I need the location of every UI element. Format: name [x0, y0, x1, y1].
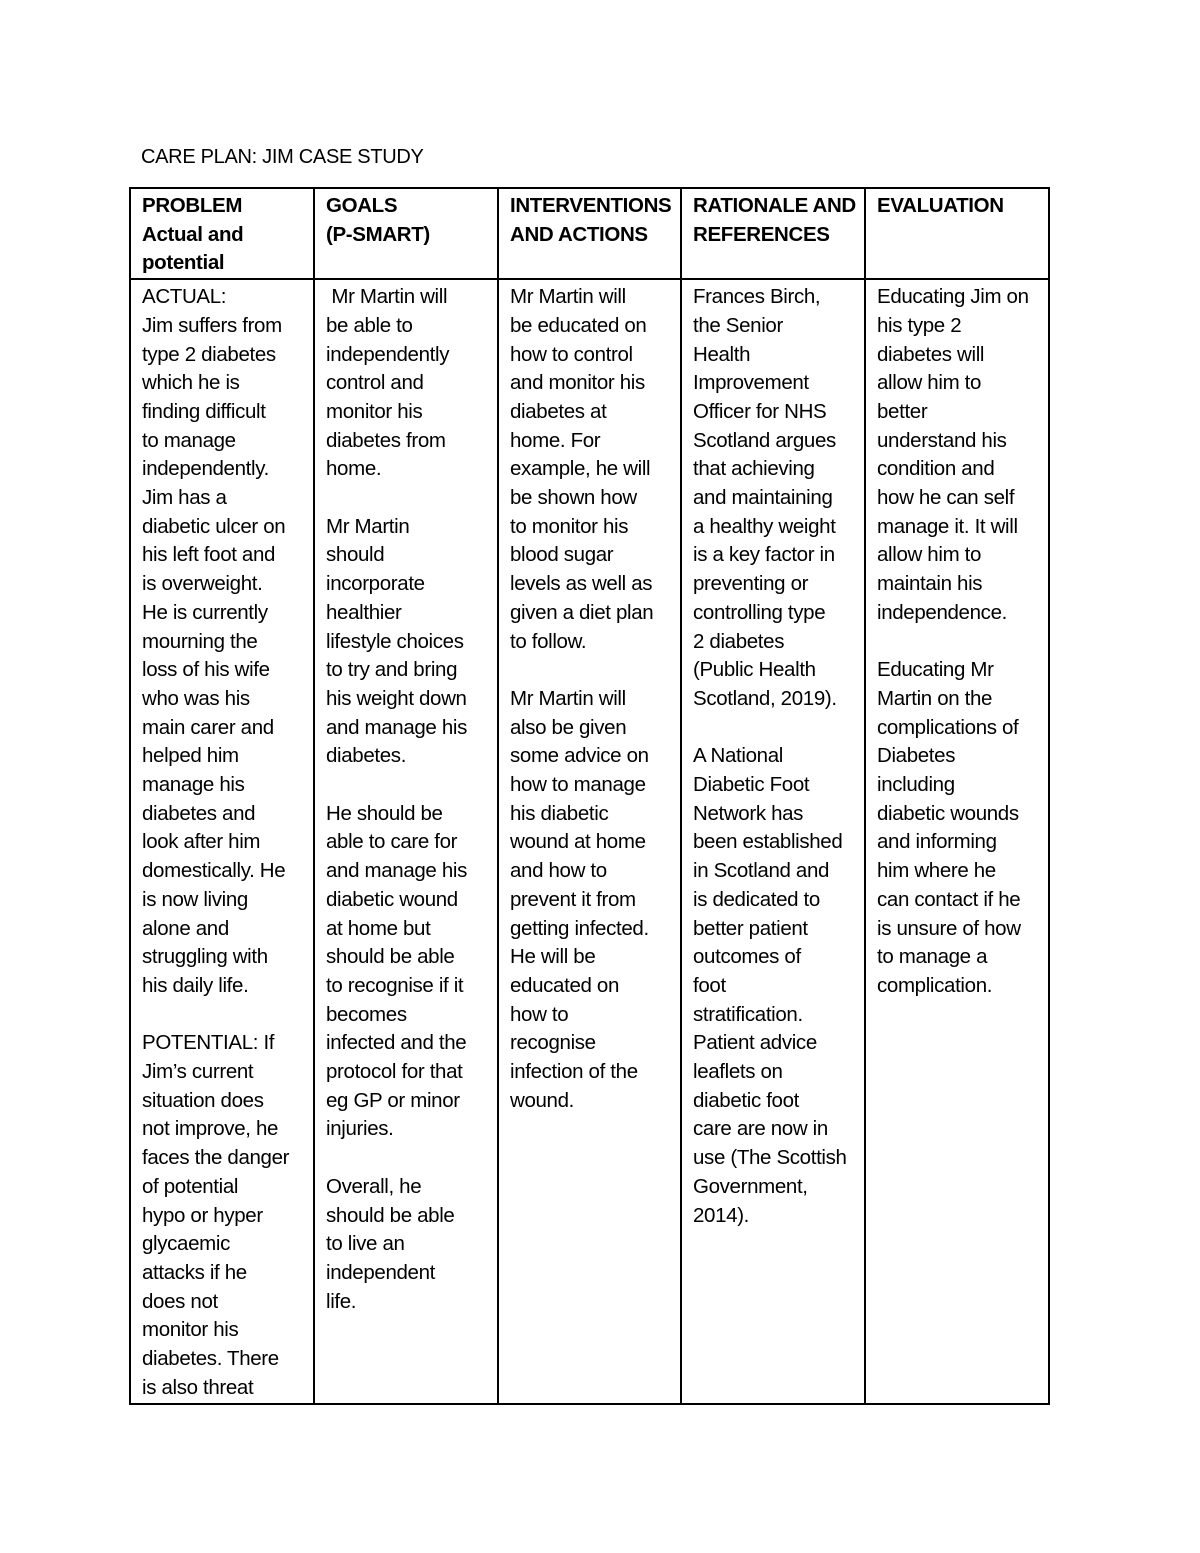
- cell-text-line: his daily life.: [142, 973, 249, 997]
- cell-text-line: some advice on: [510, 744, 649, 768]
- cell-text-line: 2 diabetes: [693, 629, 785, 653]
- cell-text-line: Mr Martin will: [510, 285, 626, 309]
- paragraph-gap: [326, 771, 491, 800]
- cell-text-line: wound at home: [510, 830, 646, 854]
- cell-text-line: He is currently: [142, 600, 268, 624]
- paragraph-gap: [693, 714, 858, 743]
- cell-text-line: to recognise if it: [326, 973, 464, 997]
- header-row: [130, 188, 1049, 279]
- cell-text-line: and manage his: [326, 859, 467, 883]
- cell-text-line: glycaemic: [142, 1232, 230, 1256]
- cell-text-line: hypo or hyper: [142, 1203, 263, 1227]
- cell-text-line: allow him to: [877, 371, 982, 395]
- cell-text-line: is now living: [142, 887, 248, 911]
- cell-text-line: not improve, he: [142, 1117, 279, 1141]
- header-line: INTERVENTIONS: [510, 194, 672, 217]
- content-row: [130, 279, 1049, 1403]
- cell-text-line: given a diet plan: [510, 600, 654, 624]
- cell-text-line: Mr Martin will: [326, 285, 448, 309]
- cell-text-line: domestically. He: [142, 859, 286, 883]
- cell-text-line: allow him to: [877, 543, 982, 567]
- cell-text-line: blood sugar: [510, 543, 614, 567]
- cell-text-line: Mr Martin will: [510, 686, 626, 710]
- cell-text-line: that achieving: [693, 457, 815, 481]
- cell-text-line: him where he: [877, 859, 996, 883]
- cell-text-line: independently.: [142, 457, 269, 481]
- cell-text-line: to follow.: [510, 629, 587, 653]
- header-line: AND ACTIONS: [510, 222, 648, 246]
- cell-text-line: stratification.: [693, 1002, 803, 1026]
- cell-text-line: complication.: [877, 973, 993, 997]
- cell-text-line: monitor his: [326, 399, 423, 423]
- cell-text-line: POTENTIAL: If: [142, 1031, 275, 1055]
- cell-text-line: attacks if he: [142, 1261, 247, 1284]
- cell-text-line: to manage a: [877, 945, 988, 969]
- cell-text-line: wound.: [510, 1088, 575, 1112]
- cell-text-line: Educating Mr: [877, 658, 994, 682]
- cell-text-line: condition and: [877, 457, 995, 481]
- cell-text-line: alone and: [142, 916, 229, 940]
- cell-text-line: how he can self: [877, 486, 1015, 510]
- cell-text-line: understand his: [877, 428, 1007, 452]
- cell-paragraph: [326, 513, 491, 771]
- cell-text-line: manage it. It will: [877, 514, 1018, 538]
- cell-text-line: is overweight.: [142, 572, 263, 596]
- cell-text-line: type 2 diabetes: [142, 342, 276, 366]
- cell-text-line: to try and bring: [326, 658, 458, 682]
- cell-text-line: his diabetic: [510, 801, 609, 825]
- cell-text-line: 2014).: [693, 1203, 750, 1227]
- cell-text-line: and manage his: [326, 715, 467, 739]
- cell-text-line: He should be: [326, 801, 443, 825]
- cell-text-line: protocol for that: [326, 1060, 463, 1084]
- cell-text-line: foot: [693, 973, 726, 997]
- paragraph-gap: [326, 484, 491, 513]
- cell-text-line: ACTUAL:: [142, 285, 227, 309]
- cell-text-line: prevent it from: [510, 887, 636, 911]
- cell-text-line: manage his: [142, 773, 245, 797]
- header-line: REFERENCES: [693, 222, 830, 246]
- interventions-cell: [498, 279, 681, 1403]
- cell-text-line: helped him: [142, 744, 239, 768]
- cell-text-line: does not: [142, 1289, 218, 1313]
- cell-text-line: his type 2: [877, 313, 962, 337]
- cell-text-line: independence.: [877, 600, 1007, 624]
- cell-text-line: is a key factor in: [693, 543, 835, 567]
- document-title: CARE PLAN: JIM CASE STUDY: [141, 146, 424, 168]
- cell-text-line: been established: [693, 830, 843, 854]
- cell-text-line: home.: [326, 457, 382, 481]
- header-problem: [130, 188, 314, 279]
- header-evaluation: [865, 188, 1049, 279]
- care-plan-table: [129, 187, 1050, 1405]
- rationale-cell: [681, 279, 865, 1403]
- cell-text-line: his left foot and: [142, 543, 276, 567]
- cell-text-line: and how to: [510, 859, 607, 883]
- cell-text-line: who was his: [142, 686, 250, 710]
- cell-text-line: to manage: [142, 428, 236, 452]
- cell-text-line: able to care for: [326, 830, 458, 854]
- cell-text-line: his weight down: [326, 686, 467, 710]
- cell-text-line: faces the danger: [142, 1146, 290, 1170]
- cell-paragraph: [326, 800, 491, 1144]
- cell-text-line: home. For: [510, 428, 601, 452]
- header-line: GOALS: [326, 194, 398, 217]
- cell-text-line: diabetic wound: [326, 887, 458, 911]
- cell-text-line: leaflets on: [693, 1060, 783, 1084]
- cell-text-line: diabetes from: [326, 428, 446, 452]
- cell-text-line: better: [877, 399, 928, 423]
- header-line: potential: [142, 251, 225, 275]
- cell-text-line: mourning the: [142, 629, 258, 653]
- cell-text-line: Educating Jim on: [877, 285, 1029, 309]
- cell-text-line: life.: [326, 1289, 357, 1313]
- cell-text-line: incorporate: [326, 572, 425, 596]
- cell-text-line: use (The Scottish: [693, 1146, 847, 1170]
- header-goals: [314, 188, 498, 279]
- cell-text-line: Officer for NHS: [693, 399, 827, 423]
- cell-text-line: main carer and: [142, 715, 274, 739]
- cell-text-line: independently: [326, 342, 450, 366]
- cell-paragraph: [510, 283, 674, 656]
- cell-text-line: is unsure of how: [877, 916, 1021, 940]
- cell-text-line: be able to: [326, 313, 413, 337]
- paragraph-gap: [326, 1144, 491, 1173]
- cell-paragraph: [142, 1029, 307, 1402]
- cell-text-line: should be able: [326, 945, 455, 969]
- cell-text-line: Scotland, 2019).: [693, 686, 837, 710]
- cell-text-line: and monitor his: [510, 371, 645, 395]
- cell-text-line: look after him: [142, 830, 261, 854]
- cell-text-line: levels as well as: [510, 572, 653, 596]
- cell-text-line: be shown how: [510, 486, 637, 510]
- cell-text-line: diabetes at: [510, 399, 607, 423]
- cell-text-line: Improvement: [693, 371, 809, 395]
- cell-text-line: A National: [693, 744, 783, 768]
- header-line: Actual and: [142, 222, 244, 246]
- cell-text-line: situation does: [142, 1088, 264, 1112]
- cell-text-line: lifestyle choices: [326, 629, 464, 653]
- cell-text-line: also be given: [510, 715, 627, 739]
- problem-cell: [130, 279, 314, 1403]
- cell-text-line: be educated on: [510, 313, 647, 337]
- goals-cell: [314, 279, 498, 1403]
- cell-text-line: control and: [326, 371, 424, 395]
- cell-text-line: which he is: [142, 371, 240, 395]
- cell-text-line: diabetes.: [326, 744, 407, 768]
- cell-text-line: monitor his: [142, 1318, 239, 1342]
- cell-text-line: care are now in: [693, 1117, 828, 1141]
- header-line: EVALUATION: [877, 194, 1004, 217]
- cell-text-line: Frances Birch,: [693, 285, 821, 309]
- cell-text-line: eg GP or minor: [326, 1088, 460, 1112]
- cell-paragraph: [877, 656, 1042, 1000]
- cell-text-line: and informing: [877, 830, 997, 854]
- cell-text-line: (Public Health: [693, 658, 816, 682]
- header-interventions: [498, 188, 681, 279]
- paragraph-gap: [142, 1001, 307, 1030]
- cell-text-line: is dedicated to: [693, 887, 820, 911]
- cell-text-line: complications of: [877, 715, 1019, 739]
- cell-text-line: Network has: [693, 801, 804, 825]
- cell-paragraph: [142, 283, 307, 1001]
- cell-text-line: educated on: [510, 973, 620, 997]
- cell-text-line: Jim suffers from: [142, 313, 282, 337]
- cell-text-line: Government,: [693, 1174, 808, 1198]
- cell-paragraph: [877, 283, 1042, 627]
- cell-text-line: recognise: [510, 1031, 596, 1055]
- cell-text-line: how to: [510, 1002, 569, 1026]
- cell-text-line: maintain his: [877, 572, 983, 596]
- cell-text-line: injuries.: [326, 1117, 394, 1141]
- cell-text-line: at home but: [326, 916, 431, 940]
- cell-text-line: is also threat: [142, 1375, 254, 1399]
- paragraph-gap: [877, 628, 1042, 657]
- header-line: (P-SMART): [326, 222, 430, 246]
- cell-text-line: infected and the: [326, 1031, 467, 1055]
- cell-text-line: independent: [326, 1260, 436, 1284]
- cell-text-line: Jim has a: [142, 486, 227, 510]
- cell-text-line: Patient advice: [693, 1031, 817, 1055]
- cell-paragraph: [510, 685, 674, 1116]
- cell-text-line: in Scotland and: [693, 859, 830, 883]
- cell-text-line: healthier: [326, 600, 402, 624]
- cell-text-line: can contact if he: [877, 887, 1021, 911]
- header-line: RATIONALE AND: [693, 194, 856, 217]
- cell-text-line: should be able: [326, 1203, 455, 1227]
- cell-text-line: diabetic ulcer on: [142, 514, 286, 538]
- cell-text-line: Jim’s current: [142, 1060, 254, 1084]
- cell-text-line: of potential: [142, 1174, 239, 1198]
- cell-text-line: diabetic wounds: [877, 801, 1019, 825]
- cell-text-line: Mr Martin: [326, 514, 410, 538]
- cell-text-line: diabetes. There: [142, 1347, 279, 1371]
- cell-text-line: struggling with: [142, 945, 268, 969]
- cell-text-line: a healthy weight: [693, 514, 836, 538]
- cell-text-line: diabetes and: [142, 801, 256, 825]
- evaluation-cell: [865, 279, 1049, 1403]
- cell-paragraph: [326, 1173, 491, 1317]
- cell-text-line: Overall, he: [326, 1174, 422, 1198]
- cell-text-line: He will be: [510, 945, 596, 969]
- cell-text-line: Scotland argues: [693, 428, 836, 452]
- cell-text-line: Health: [693, 342, 751, 366]
- cell-text-line: controlling type: [693, 600, 826, 624]
- cell-text-line: getting infected.: [510, 916, 649, 940]
- paragraph-gap: [510, 656, 674, 685]
- header-rationale: [681, 188, 865, 279]
- cell-text-line: Diabetes: [877, 744, 956, 768]
- cell-text-line: example, he will: [510, 457, 651, 481]
- cell-text-line: finding difficult: [142, 399, 266, 423]
- cell-text-line: including: [877, 773, 955, 797]
- cell-text-line: outcomes of: [693, 945, 801, 969]
- cell-text-line: to monitor his: [510, 514, 629, 538]
- cell-text-line: Martin on the: [877, 686, 993, 710]
- cell-text-line: better patient: [693, 916, 808, 940]
- cell-text-line: diabetes will: [877, 342, 985, 366]
- cell-text-line: Diabetic Foot: [693, 773, 810, 797]
- cell-text-line: should: [326, 543, 385, 567]
- cell-text-line: infection of the: [510, 1060, 638, 1084]
- cell-text-line: how to manage: [510, 773, 646, 797]
- header-line: PROBLEM: [142, 194, 243, 217]
- cell-text-line: preventing or: [693, 572, 809, 596]
- cell-text-line: and maintaining: [693, 486, 833, 510]
- cell-text-line: loss of his wife: [142, 658, 270, 682]
- cell-paragraph: [693, 742, 858, 1230]
- cell-paragraph: [693, 283, 858, 714]
- cell-text-line: to live an: [326, 1232, 405, 1256]
- cell-text-line: the Senior: [693, 313, 783, 337]
- cell-text-line: becomes: [326, 1002, 407, 1026]
- cell-text-line: diabetic foot: [693, 1088, 799, 1112]
- cell-text-line: how to control: [510, 342, 633, 366]
- cell-paragraph: [326, 283, 491, 484]
